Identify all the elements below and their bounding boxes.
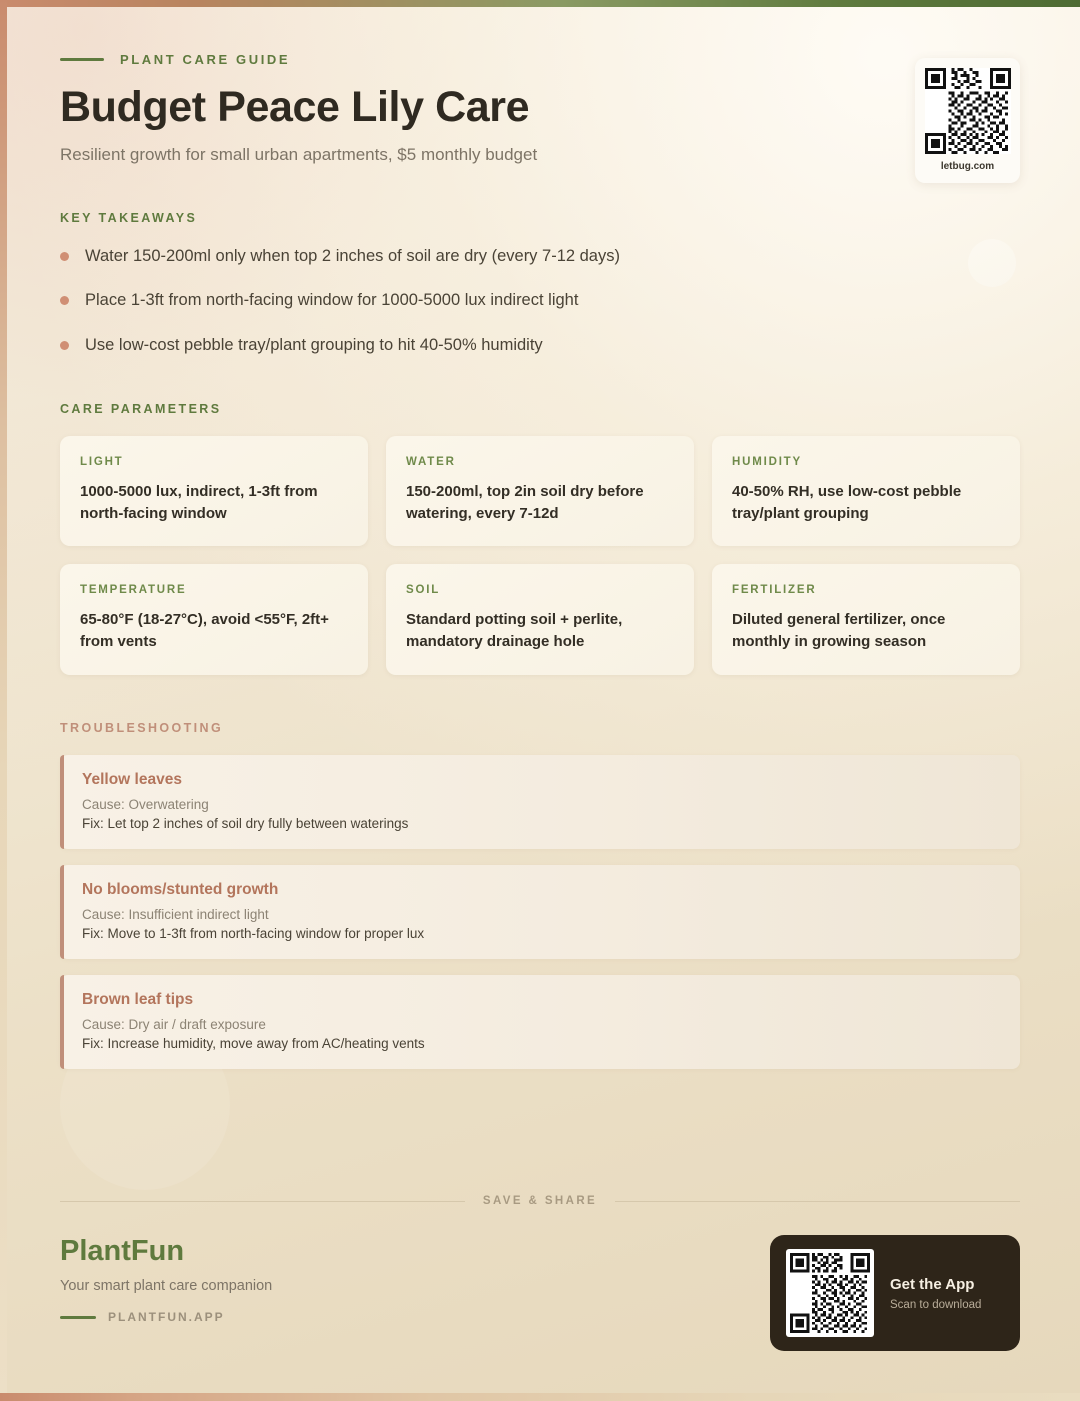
- divider-line-right: [615, 1201, 1020, 1202]
- takeaway-text: Place 1-3ft from north-facing window for 1000-5000 lux indirect light: [85, 291, 579, 310]
- takeaway-item: [60, 289, 1020, 311]
- troubleshooting-fix: Fix: Let top 2 inches of soil dry fully between waterings: [82, 815, 409, 831]
- troubleshooting-section: [60, 721, 1020, 1069]
- qr-code-icon: [786, 1249, 874, 1337]
- get-the-app-card[interactable]: [770, 1235, 1020, 1351]
- troubleshooting-item: [60, 755, 1020, 849]
- param-card-water: [386, 436, 694, 547]
- param-card-soil: [386, 564, 694, 675]
- param-value: 40-50% RH, use low-cost pebble tray/plant grouping: [732, 482, 962, 522]
- brand-tagline: Your smart plant care companion: [60, 1278, 273, 1294]
- bullet-icon: [60, 296, 69, 305]
- troubleshooting-fix: Fix: Move to 1-3ft from north-facing window for proper lux: [82, 925, 425, 941]
- takeaway-item: [60, 245, 1020, 267]
- header: [60, 0, 1020, 172]
- troubleshooting-cause: Cause: Insufficient indirect light: [82, 906, 269, 922]
- takeaway-text: Use low-cost pebble tray/plant grouping to hit 40-50% humidity: [85, 335, 543, 354]
- key-takeaways-label: KEY TAKEAWAYS: [60, 211, 198, 226]
- troubleshooting-item: [60, 865, 1020, 959]
- eyebrow: [60, 52, 1020, 67]
- takeaway-text: Water 150-200ml only when top 2 inches of soil are dry (every 7-12 days): [85, 247, 620, 266]
- param-card-light: [60, 436, 368, 547]
- brand-url[interactable]: PLANTFUN.APP: [108, 1310, 225, 1324]
- page-title: Budget Peace Lily Care: [60, 83, 530, 131]
- care-parameters-label: CARE PARAMETERS: [60, 401, 222, 416]
- param-key: HUMIDITY: [732, 455, 802, 468]
- param-card-fertilizer: [712, 564, 1020, 675]
- param-value: Standard potting soil + perlite, mandatory drainage hole: [406, 611, 623, 651]
- param-card-temperature: [60, 564, 368, 675]
- troubleshooting-title: Brown leaf tips: [82, 990, 194, 1008]
- app-card-text: [890, 1276, 981, 1311]
- troubleshooting-label: TROUBLESHOOTING: [60, 720, 224, 735]
- brand-name: PlantFun: [60, 1235, 185, 1267]
- header-qr-label: letbug.com: [940, 161, 995, 172]
- brand-block: [60, 1235, 272, 1324]
- param-key: SOIL: [406, 584, 441, 597]
- footer-divider: [60, 1195, 1020, 1207]
- troubleshooting-cause: Cause: Overwatering: [82, 796, 209, 812]
- param-key: LIGHT: [80, 455, 124, 468]
- bottom-accent-bar: [0, 1393, 1080, 1401]
- troubleshooting-item: [60, 975, 1020, 1069]
- param-value: Diluted general fertilizer, once monthly in growing season: [732, 611, 946, 651]
- footer: [60, 1235, 1020, 1351]
- key-takeaways-section: [60, 211, 1020, 356]
- app-card-title: Get the App: [890, 1275, 975, 1293]
- brand-url-row: [60, 1310, 272, 1324]
- qr-code-icon: [925, 68, 1011, 154]
- param-value: 65-80°F (18-27°C), avoid <55°F, 2ft+ from vents: [80, 611, 329, 651]
- page-subtitle: Resilient growth for small urban apartments, $5 monthly budget: [60, 145, 538, 165]
- troubleshooting-fix: Fix: Increase humidity, move away from AC/heating vents: [82, 1035, 425, 1051]
- param-value: 150-200ml, top 2in soil dry before watering, every 7-12d: [406, 482, 644, 522]
- bullet-icon: [60, 252, 69, 261]
- param-value: 1000-5000 lux, indirect, 1-3ft from north-facing window: [80, 482, 318, 522]
- param-key: FERTILIZER: [732, 584, 817, 597]
- app-card-subtitle: Scan to download: [890, 1298, 982, 1311]
- header-qr-card[interactable]: [915, 58, 1020, 183]
- troubleshooting-title: No blooms/stunted growth: [82, 880, 279, 898]
- takeaway-item: [60, 334, 1020, 356]
- eyebrow-label: PLANT CARE GUIDE: [120, 52, 291, 67]
- troubleshooting-title: Yellow leaves: [82, 770, 182, 788]
- param-key: WATER: [406, 455, 456, 468]
- param-card-humidity: [712, 436, 1020, 547]
- divider-line-left: [60, 1201, 465, 1202]
- brand-url-rule: [60, 1316, 96, 1319]
- troubleshooting-cause: Cause: Dry air / draft exposure: [82, 1016, 266, 1032]
- bullet-icon: [60, 341, 69, 350]
- care-parameters-section: [60, 402, 1020, 675]
- care-parameters-grid: [60, 436, 1020, 675]
- divider-label: SAVE & SHARE: [482, 1195, 598, 1207]
- eyebrow-rule: [60, 58, 104, 61]
- param-key: TEMPERATURE: [80, 584, 187, 597]
